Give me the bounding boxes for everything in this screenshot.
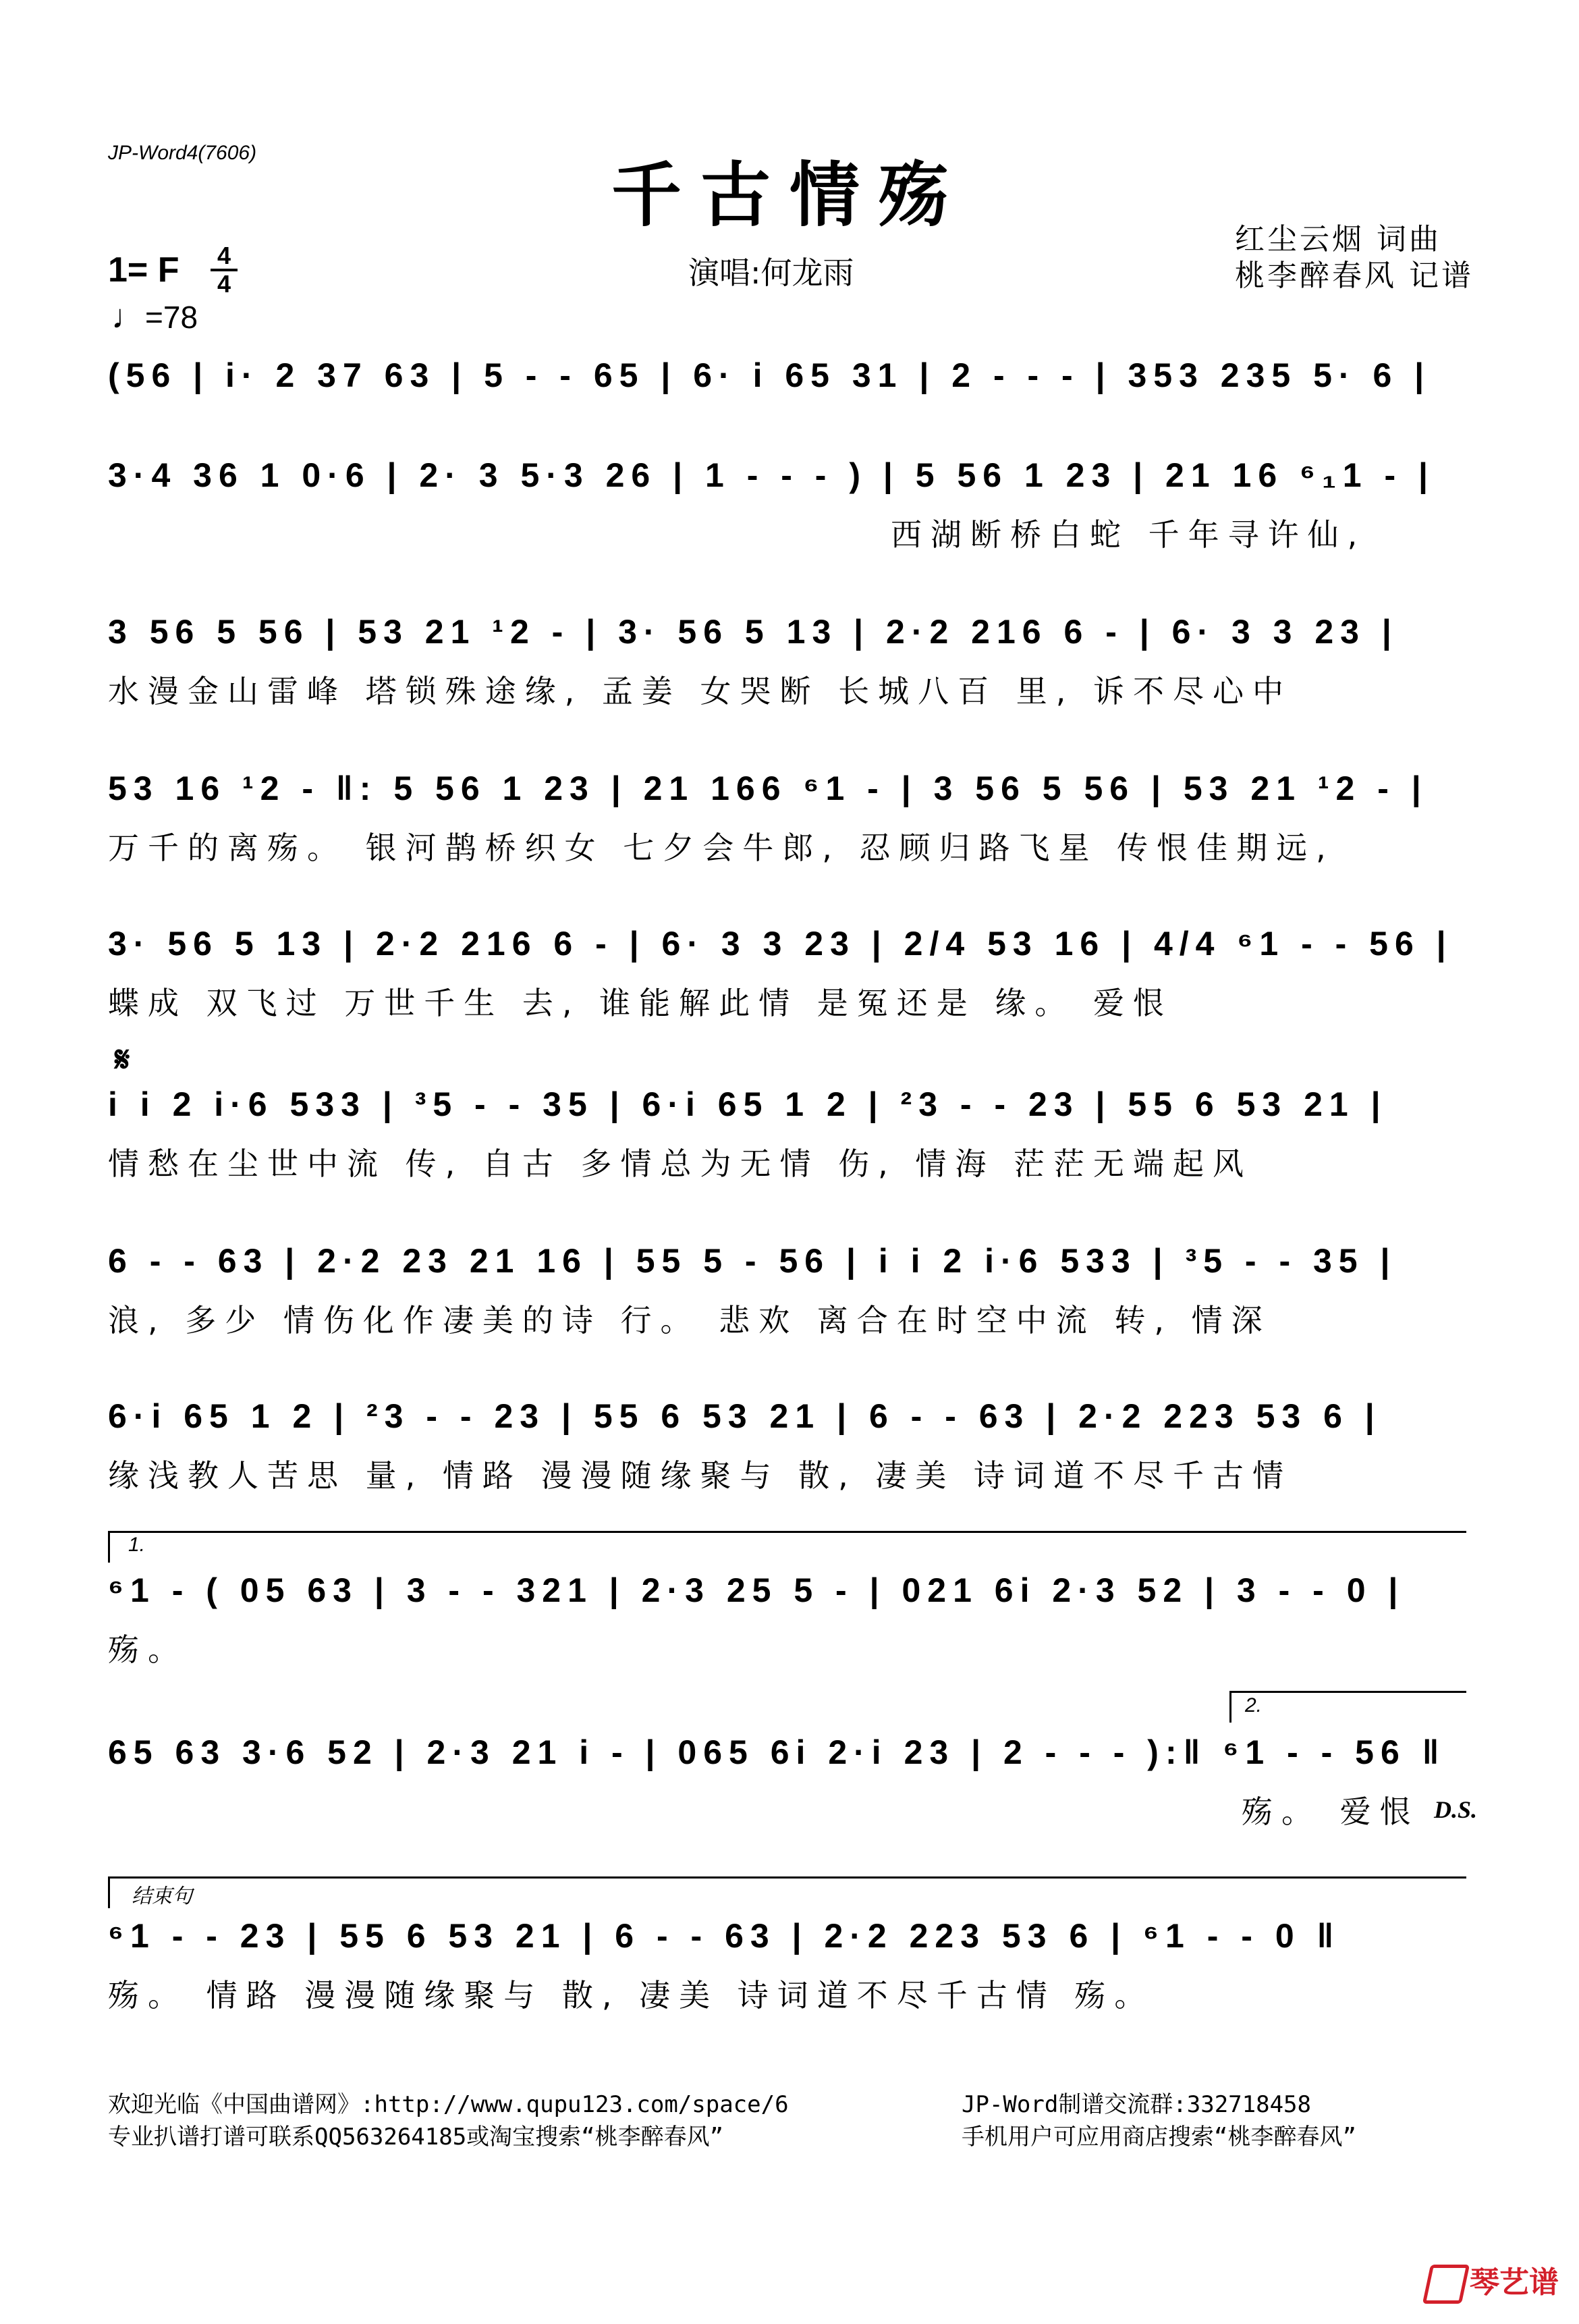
score-line-3 (108, 607, 1464, 742)
lyrics-line-8: 缘浅教人苦思 量, 情路 漫漫随缘聚与 散, 凄美 诗词道不尽千古情 (108, 1457, 1292, 1494)
notation-line-9: ⁶1 - ( 05 63 | 3 - - 321 | 2·3 25 5 - | 021 6i 2·3 52 | 3 - - 0 | (108, 1571, 1405, 1609)
lyrics-line-3: 水漫金山雷峰 塔锁殊途缘, 孟姜 女哭断 长城八百 里, 诉不尽心中 (108, 673, 1292, 709)
lyrics-line-7: 浪, 多少 情伤化作凄美的诗 行。 悲欢 离合在时空中流 转, 情深 (108, 1302, 1271, 1339)
notation-line-3: 3 56 5 56 | 53 21 ¹2 - | 3· 56 5 13 | 2·2 216 6 - | 6· 3 3 23 | (108, 613, 1398, 651)
lyrics-line-6: 情愁在尘世中流 传, 自古 多情总为无情 伤, 情海 茫茫无端起风 (108, 1145, 1252, 1182)
time-signature-denominator: 4 (217, 270, 231, 298)
key-signature: 1= F (108, 250, 179, 290)
dal-segno-marking: D.S. (1434, 1796, 1478, 1823)
lyrics-line-5: 蝶成 双飞过 万世千生 去, 谁能解此情 是冤还是 缘。 爱恨 (108, 985, 1173, 1021)
lyrics-line-4: 万千的离殇。 银河鹊桥织女 七夕会牛郎, 忍顾归路飞星 传恨佳期远, (108, 830, 1335, 866)
ending-bracket (108, 1876, 1466, 1908)
tempo-marking (111, 297, 198, 336)
footer-left-line-1: 欢迎光临《中国曲谱网》:http://www.qupu123.com/space/6 (108, 2091, 789, 2118)
notation-line-5: 3· 56 5 13 | 2·2 216 6 - | 6· 3 3 23 | 2/4 53 16 | 4/4 ⁶1 - - 56 | (108, 925, 1453, 963)
score-line-8 (108, 1392, 1464, 1527)
notation-line-1: (56 | i· 2 37 63 | 5 - - 65 | 6· i 65 31 | 2 - - - | 353 235 5· 6 | (108, 356, 1431, 394)
score-line-2 (108, 451, 1464, 586)
transcriber-credit: 桃李醉春风 记谱 (1235, 259, 1474, 293)
notation-line-2: 3·4 36 1 0·6 | 2· 3 5·3 26 | 1 - - - ) | 5 56 1 23 | 21 16 ⁶₁1 - | (108, 456, 1435, 494)
volta-label-1: 1. (128, 1534, 146, 1556)
volta-bracket-1 (108, 1531, 1466, 1563)
lyrics-line-10: 殇。 爱恨 (1242, 1793, 1420, 1830)
lyricist-composer-credit: 红尘云烟 词曲 (1235, 222, 1441, 256)
notation-line-10: 65 63 3·6 52 | 2·3 21 i - | 065 6i 2·i 23 | 2 - - - ):‖ ⁶1 - - 56 ‖ (108, 1733, 1446, 1771)
score-line-11 (108, 1912, 1464, 2047)
software-label: JP-Word4(7606) (108, 142, 257, 164)
score-line-5 (108, 919, 1464, 1054)
score-line-4 (108, 764, 1464, 899)
footer-left-line-2: 专业扒谱打谱可联系QQ563264185或淘宝搜索“桃李醉春风” (108, 2124, 724, 2151)
volta-label-2: 2. (1245, 1694, 1263, 1717)
lyrics-line-11: 殇。 情路 漫漫随缘聚与 散, 凄美 诗词道不尽千古情 殇。 (108, 1977, 1155, 2014)
song-title: 千古情殇 (611, 153, 968, 236)
lyrics-line-9: 殇。 (108, 1631, 188, 1668)
quarter-note-icon: ♩ (111, 298, 145, 335)
footer-right-line-1: JP-Word制谱交流群:332718458 (962, 2091, 1311, 2118)
score-line-7 (108, 1237, 1464, 1372)
footer-right-line-2: 手机用户可应用商店搜索“桃李醉春风” (962, 2124, 1356, 2151)
notation-line-11: ⁶1 - - 23 | 55 6 53 21 | 6 - - 63 | 2·2 223 53 6 | ⁶1 - - 0 ‖ (108, 1917, 1341, 1955)
time-signature (211, 244, 238, 296)
notation-line-4: 53 16 ¹2 - ‖: 5 56 1 23 | 21 166 ⁶1 - | 3 56 5 56 | 53 21 ¹2 - | (108, 769, 1428, 807)
tempo-value: =78 (145, 300, 198, 335)
time-signature-numerator: 4 (217, 242, 231, 269)
notation-line-7: 6 - - 63 | 2·2 23 21 16 | 55 5 - 56 | i i 2 i·6 533 | ³5 - - 35 | (108, 1242, 1397, 1280)
qinyipu-logo-icon (1422, 2265, 1470, 2304)
notation-line-8: 6·i 65 1 2 | ²3 - - 23 | 55 6 53 21 | 6 - - 63 | 2·2 223 53 6 | (108, 1397, 1381, 1435)
watermark-logo (1426, 2258, 1559, 2304)
segno-icon: 𝄋 (115, 1039, 130, 1080)
notation-line-6: i i 2 i·6 533 | ³5 - - 35 | 6·i 65 1 2 | ²3 - - 23 | 55 6 53 21 | (108, 1085, 1387, 1123)
lyrics-line-2: 西湖断桥白蛇 千年寻许仙, (891, 516, 1366, 553)
singer-credit: 演唱:何龙雨 (688, 254, 854, 291)
score-line-9 (108, 1566, 1464, 1701)
watermark-text: 琴艺谱 (1470, 2265, 1559, 2300)
score-line-10 (108, 1728, 1464, 1863)
score-line-6 (108, 1080, 1464, 1215)
ending-label: 结束句 (132, 1885, 192, 1908)
